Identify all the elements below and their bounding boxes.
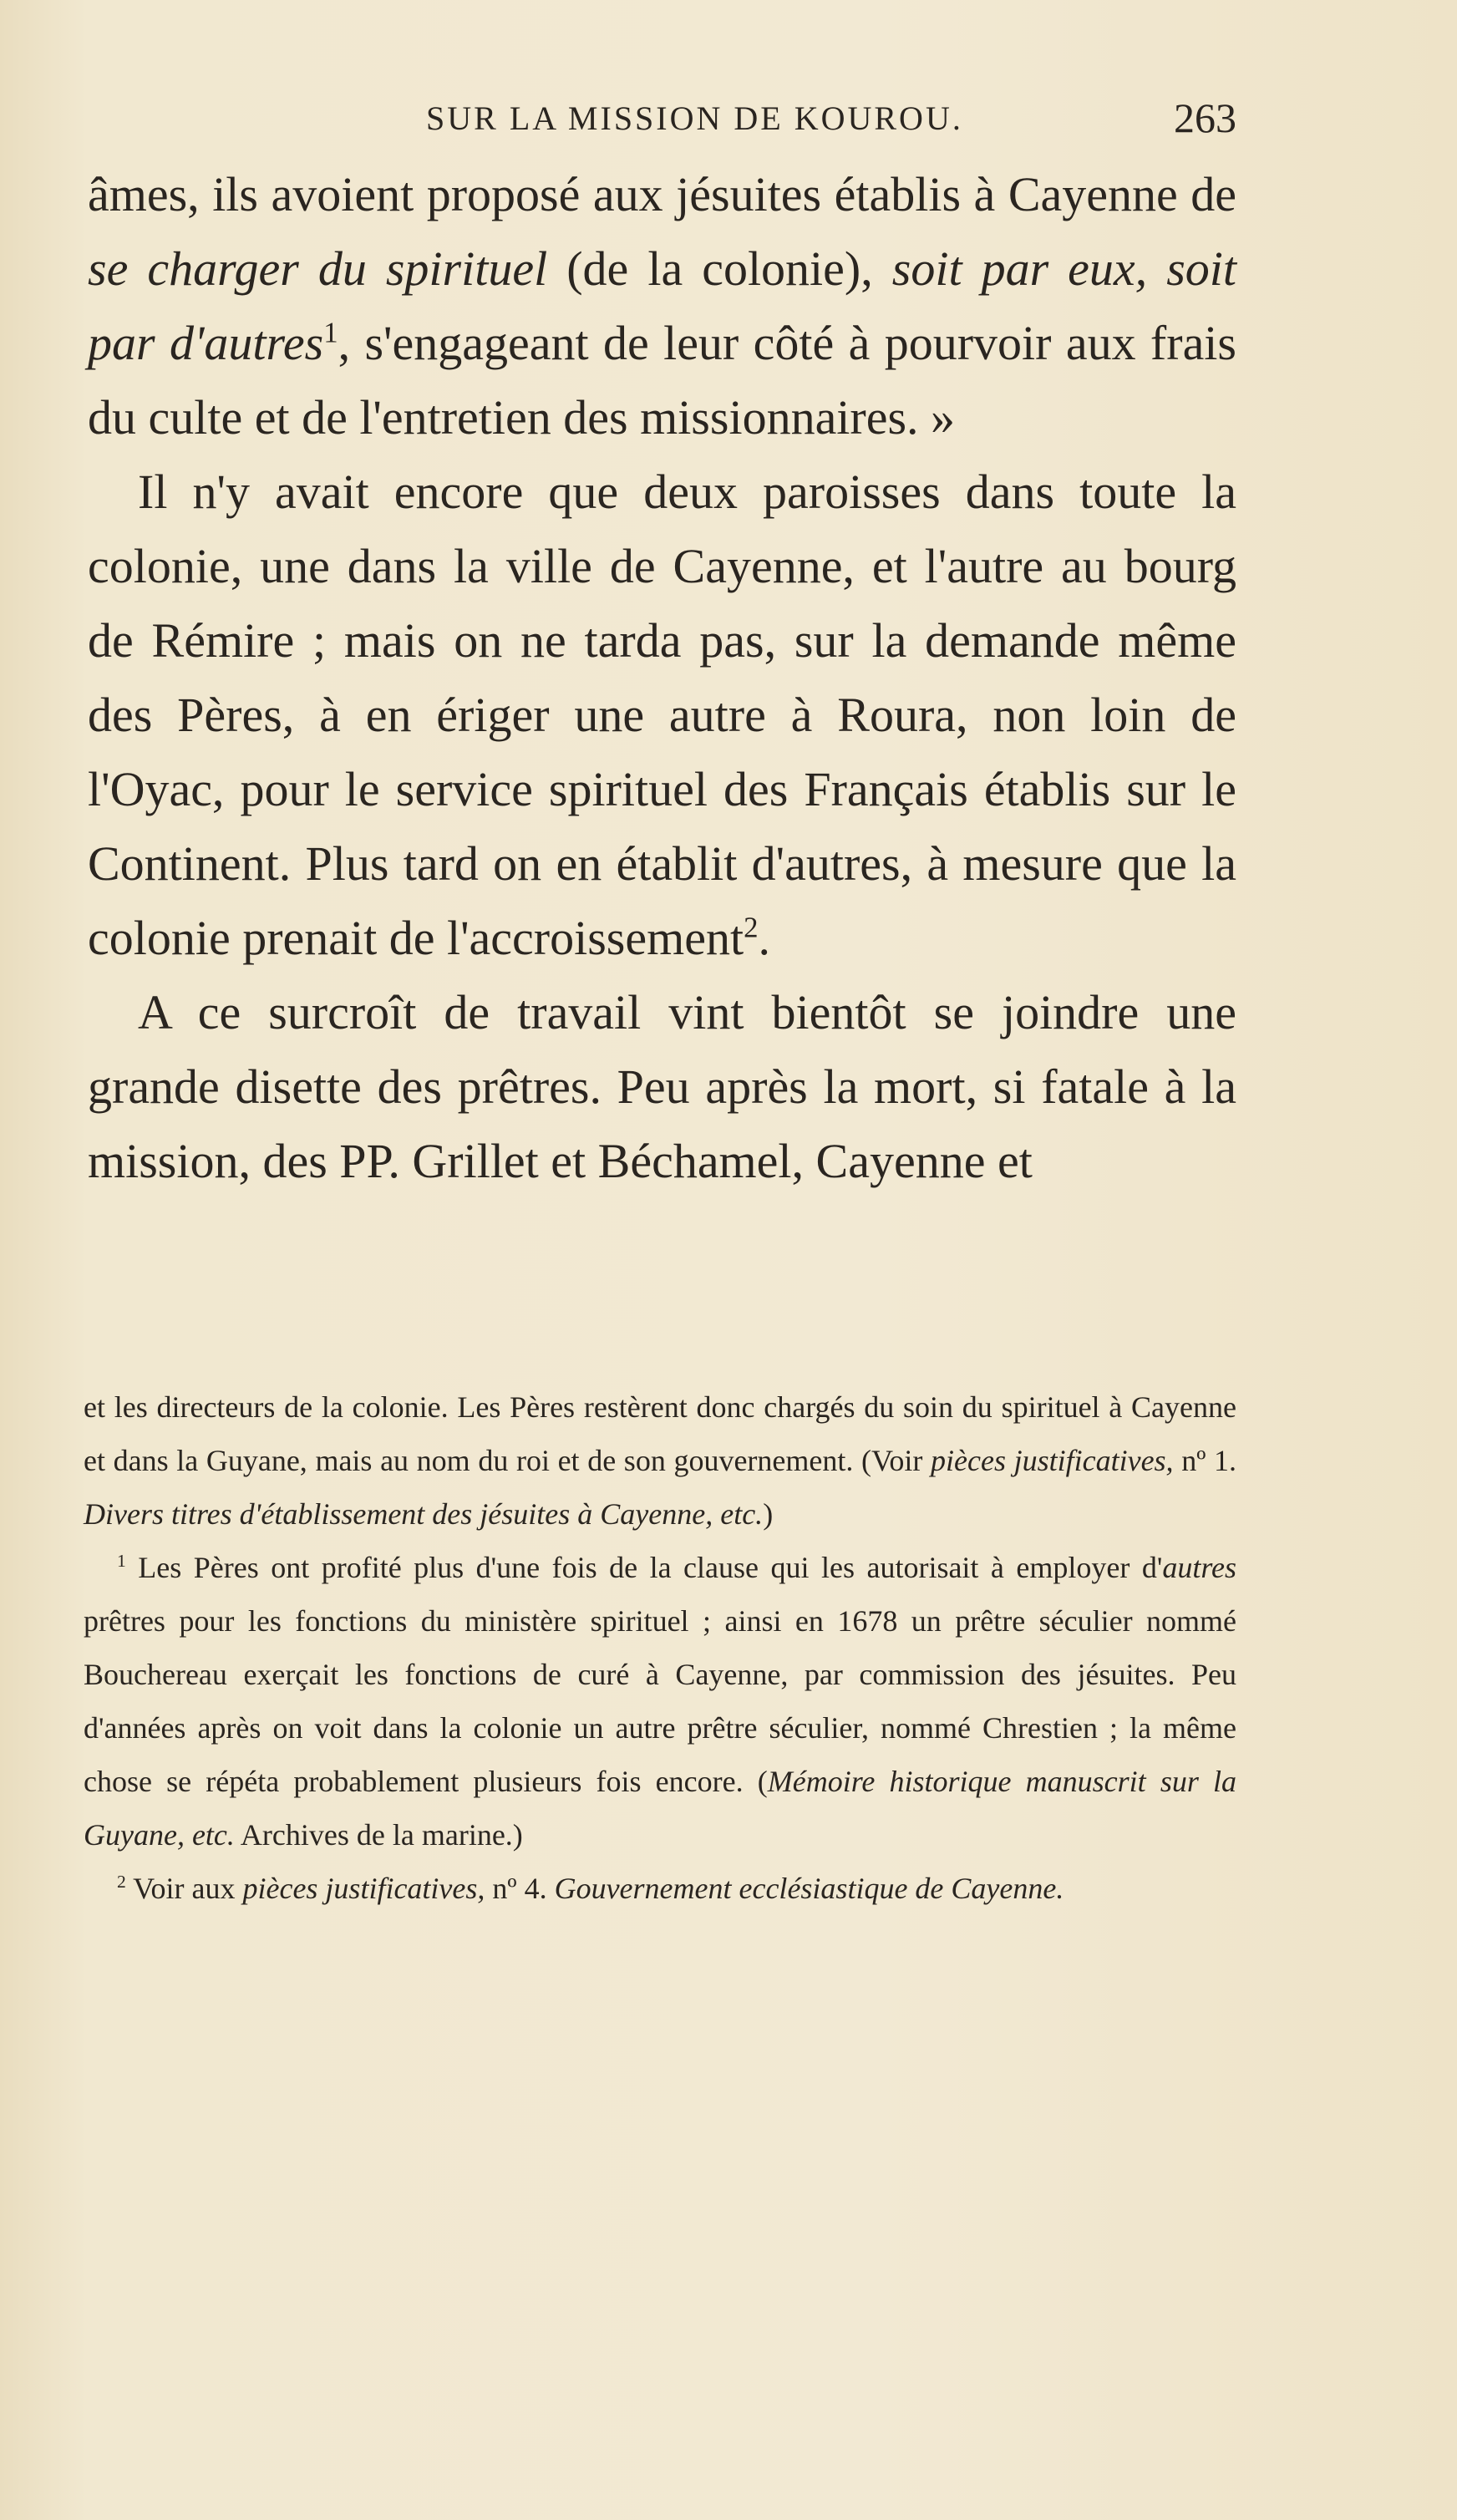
footnote-2-text-a: Voir aux: [125, 1872, 243, 1905]
footnote-continuation: [84, 1380, 1236, 1541]
footnote-continuation-text-b: nº 1.: [1173, 1444, 1236, 1477]
paragraph-1-text-a: âmes, ils avoient proposé aux jésuites établis à Cayenne de: [88, 167, 1236, 221]
paragraph-1-text-b: (de la colonie),: [547, 241, 892, 296]
footnote-continuation-text-a: et les directeurs de la colonie. Les Pères restèrent donc chargés du soin du spirituel à Cayenne et dans la Guyane, mais au nom du roi et de son gouvernement. (Voir: [84, 1390, 1236, 1477]
footnote-continuation-italic-b: Divers titres d'établissement des jésuites à Cayenne, etc.: [84, 1497, 764, 1531]
footnote-ref-2: 2: [744, 911, 759, 944]
footnote-1-italic-b: Mémoire historique manuscrit sur la Guyane, etc.: [84, 1765, 1236, 1852]
paragraph-3: A ce surcroît de travail vint bientôt se joindre une grande disette des prêtres. Peu après la mort, si fatale à la mission, des PP. Grillet et Béchamel, Cayenne et: [88, 985, 1236, 1188]
page-number: 263: [1174, 94, 1236, 141]
footnote-ref-1: 1: [323, 316, 338, 349]
footnote-2-text-b: nº 4.: [485, 1872, 555, 1905]
footnote-1-text-a: Les Pères ont profité plus d'une fois de la clause qui les autorisait à employer d': [125, 1551, 1163, 1584]
paragraph-1-italic-a: se charger du spirituel: [88, 241, 548, 296]
running-title: SUR LA MISSION DE KOUROU.: [426, 99, 963, 137]
footnote-2-mark: 2: [117, 1872, 126, 1892]
footnote-2-italic-a: pièces justificatives,: [242, 1872, 485, 1905]
paragraph-2-text-b: .: [758, 911, 770, 965]
paragraph-1-text-c: , s'engageant de leur côté à pourvoir aux frais du culte et de l'entretien des missionnaires. »: [88, 316, 1236, 445]
running-head: [92, 94, 1236, 144]
paragraph-1: [88, 157, 1236, 455]
footnote-1: [84, 1541, 1236, 1862]
footnote-2: [84, 1862, 1236, 1915]
footnote-continuation-italic-a: pièces justificatives,: [931, 1444, 1174, 1477]
footnote-2-italic-b: Gouvernement ecclésiastique de Cayenne.: [554, 1872, 1064, 1905]
body-text: [88, 157, 1236, 1198]
footnote-1-text-b: prêtres pour les fonctions du ministère spirituel ; ainsi en 1678 un prêtre séculier nommé Bouchereau exerçait les fonctions de curé à Cayenne, par commission des jésuites. Peu d'années après on voit dans la colonie un autre prêtre séculier, nommé Chrestien ; la même chose se répéta probablement plusieurs fois encore. (: [84, 1604, 1236, 1798]
footnote-1-italic-a: autres: [1162, 1551, 1236, 1584]
paragraph-1-italic-b: soit par eux, soit par d'autres: [88, 241, 1236, 370]
paragraph-2: [88, 455, 1236, 975]
footnote-continuation-text-c: ): [763, 1497, 774, 1531]
footnotes: [84, 1380, 1236, 1915]
footnote-1-mark: 1: [117, 1551, 126, 1571]
footnote-1-text-c: Archives de la marine.): [234, 1818, 523, 1852]
paragraph-2-text-a: Il n'y avait encore que deux paroisses dans toute la colonie, une dans la ville de Cayenne, et l'autre au bourg de Rémire ; mais on ne tarda pas, sur la demande même des Pères, à en ériger une autre à Roura, non loin de l'Oyac, pour le service spirituel des Français établis sur le Continent. Plus tard on en établit d'autres, à mesure que la colonie prenait de l'accroissement: [88, 465, 1236, 965]
